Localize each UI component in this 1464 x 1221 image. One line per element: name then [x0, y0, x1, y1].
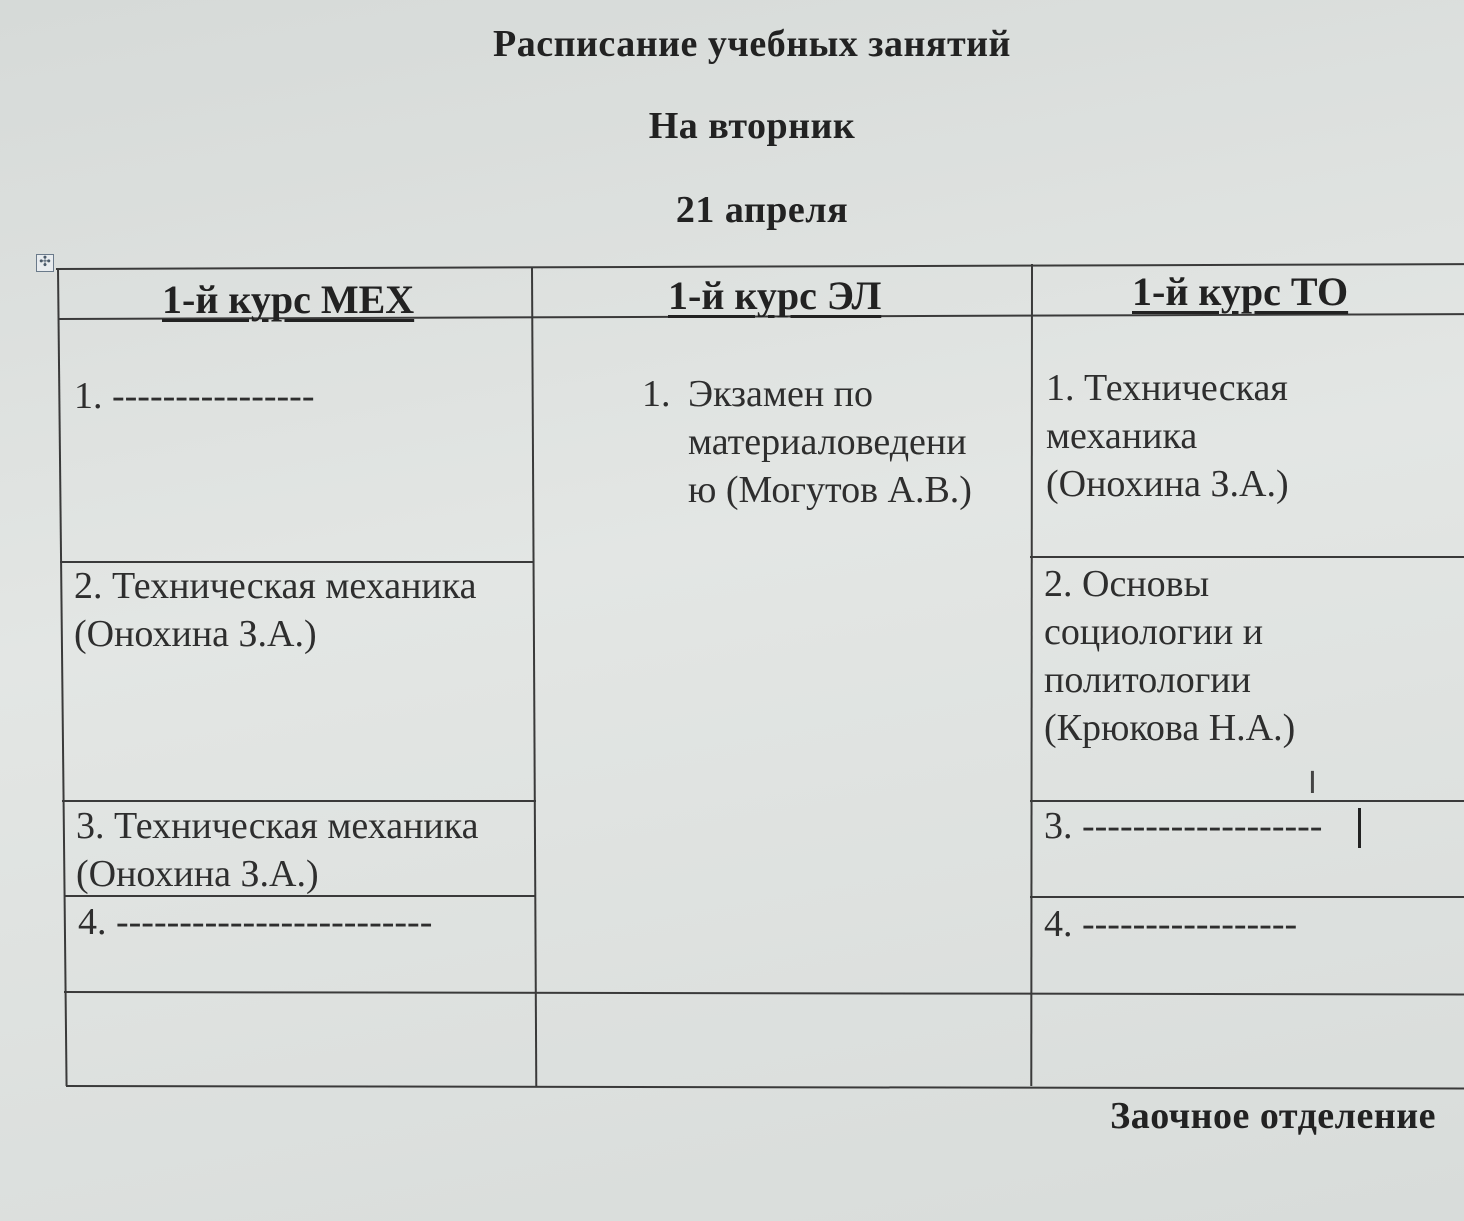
el-lesson-1-number: 1.	[642, 373, 671, 415]
mex-lesson-1: 1. ----------------	[74, 375, 315, 417]
schedule-date: 21 апреля	[675, 189, 849, 231]
column-header-mex: 1-й курс МЕХ	[162, 277, 415, 322]
mex-lesson-4: 4. -------------------------	[78, 901, 433, 943]
department-label: Заочное отделение	[1110, 1095, 1436, 1137]
column-header-to: 1-й курс ТО	[1132, 269, 1349, 314]
to-row-divider-1	[1030, 556, 1464, 558]
table-border-left	[57, 268, 68, 1086]
mex-lesson-2: 2. Техническая механика (Онохина З.А.)	[74, 565, 477, 655]
to-row-divider-3	[1030, 896, 1464, 898]
to-lesson-2: 2. Основы социологии и политологии (Крюкова Н.А.)	[1044, 563, 1296, 749]
table-col-divider-2	[1030, 264, 1033, 1086]
el-lesson-1: Экзамен по материаловедени ю (Могутов А.В.)	[688, 373, 972, 511]
mex-lesson-3: 3. Техническая механика (Онохина З.А.)	[76, 805, 479, 895]
page-subtitle: На вторник	[648, 105, 856, 147]
move-handle-icon[interactable]: ✣	[36, 254, 54, 272]
text-caret	[1358, 808, 1361, 848]
column-header-el: 1-й курс ЭЛ	[668, 273, 882, 318]
to-lesson-4: 4. -----------------	[1044, 903, 1298, 945]
to-lesson-1: 1. Техническая механика (Онохина З.А.)	[1046, 367, 1289, 505]
table-border-bottom	[66, 1085, 1464, 1089]
table-col-divider-1	[531, 268, 537, 1086]
to-lesson-3[interactable]: 3. -------------------	[1044, 805, 1323, 847]
table-row-divider-last	[64, 991, 1464, 995]
page-title: Расписание учебных занятий	[493, 23, 1011, 65]
i-beam-cursor-icon: I	[1308, 766, 1317, 801]
